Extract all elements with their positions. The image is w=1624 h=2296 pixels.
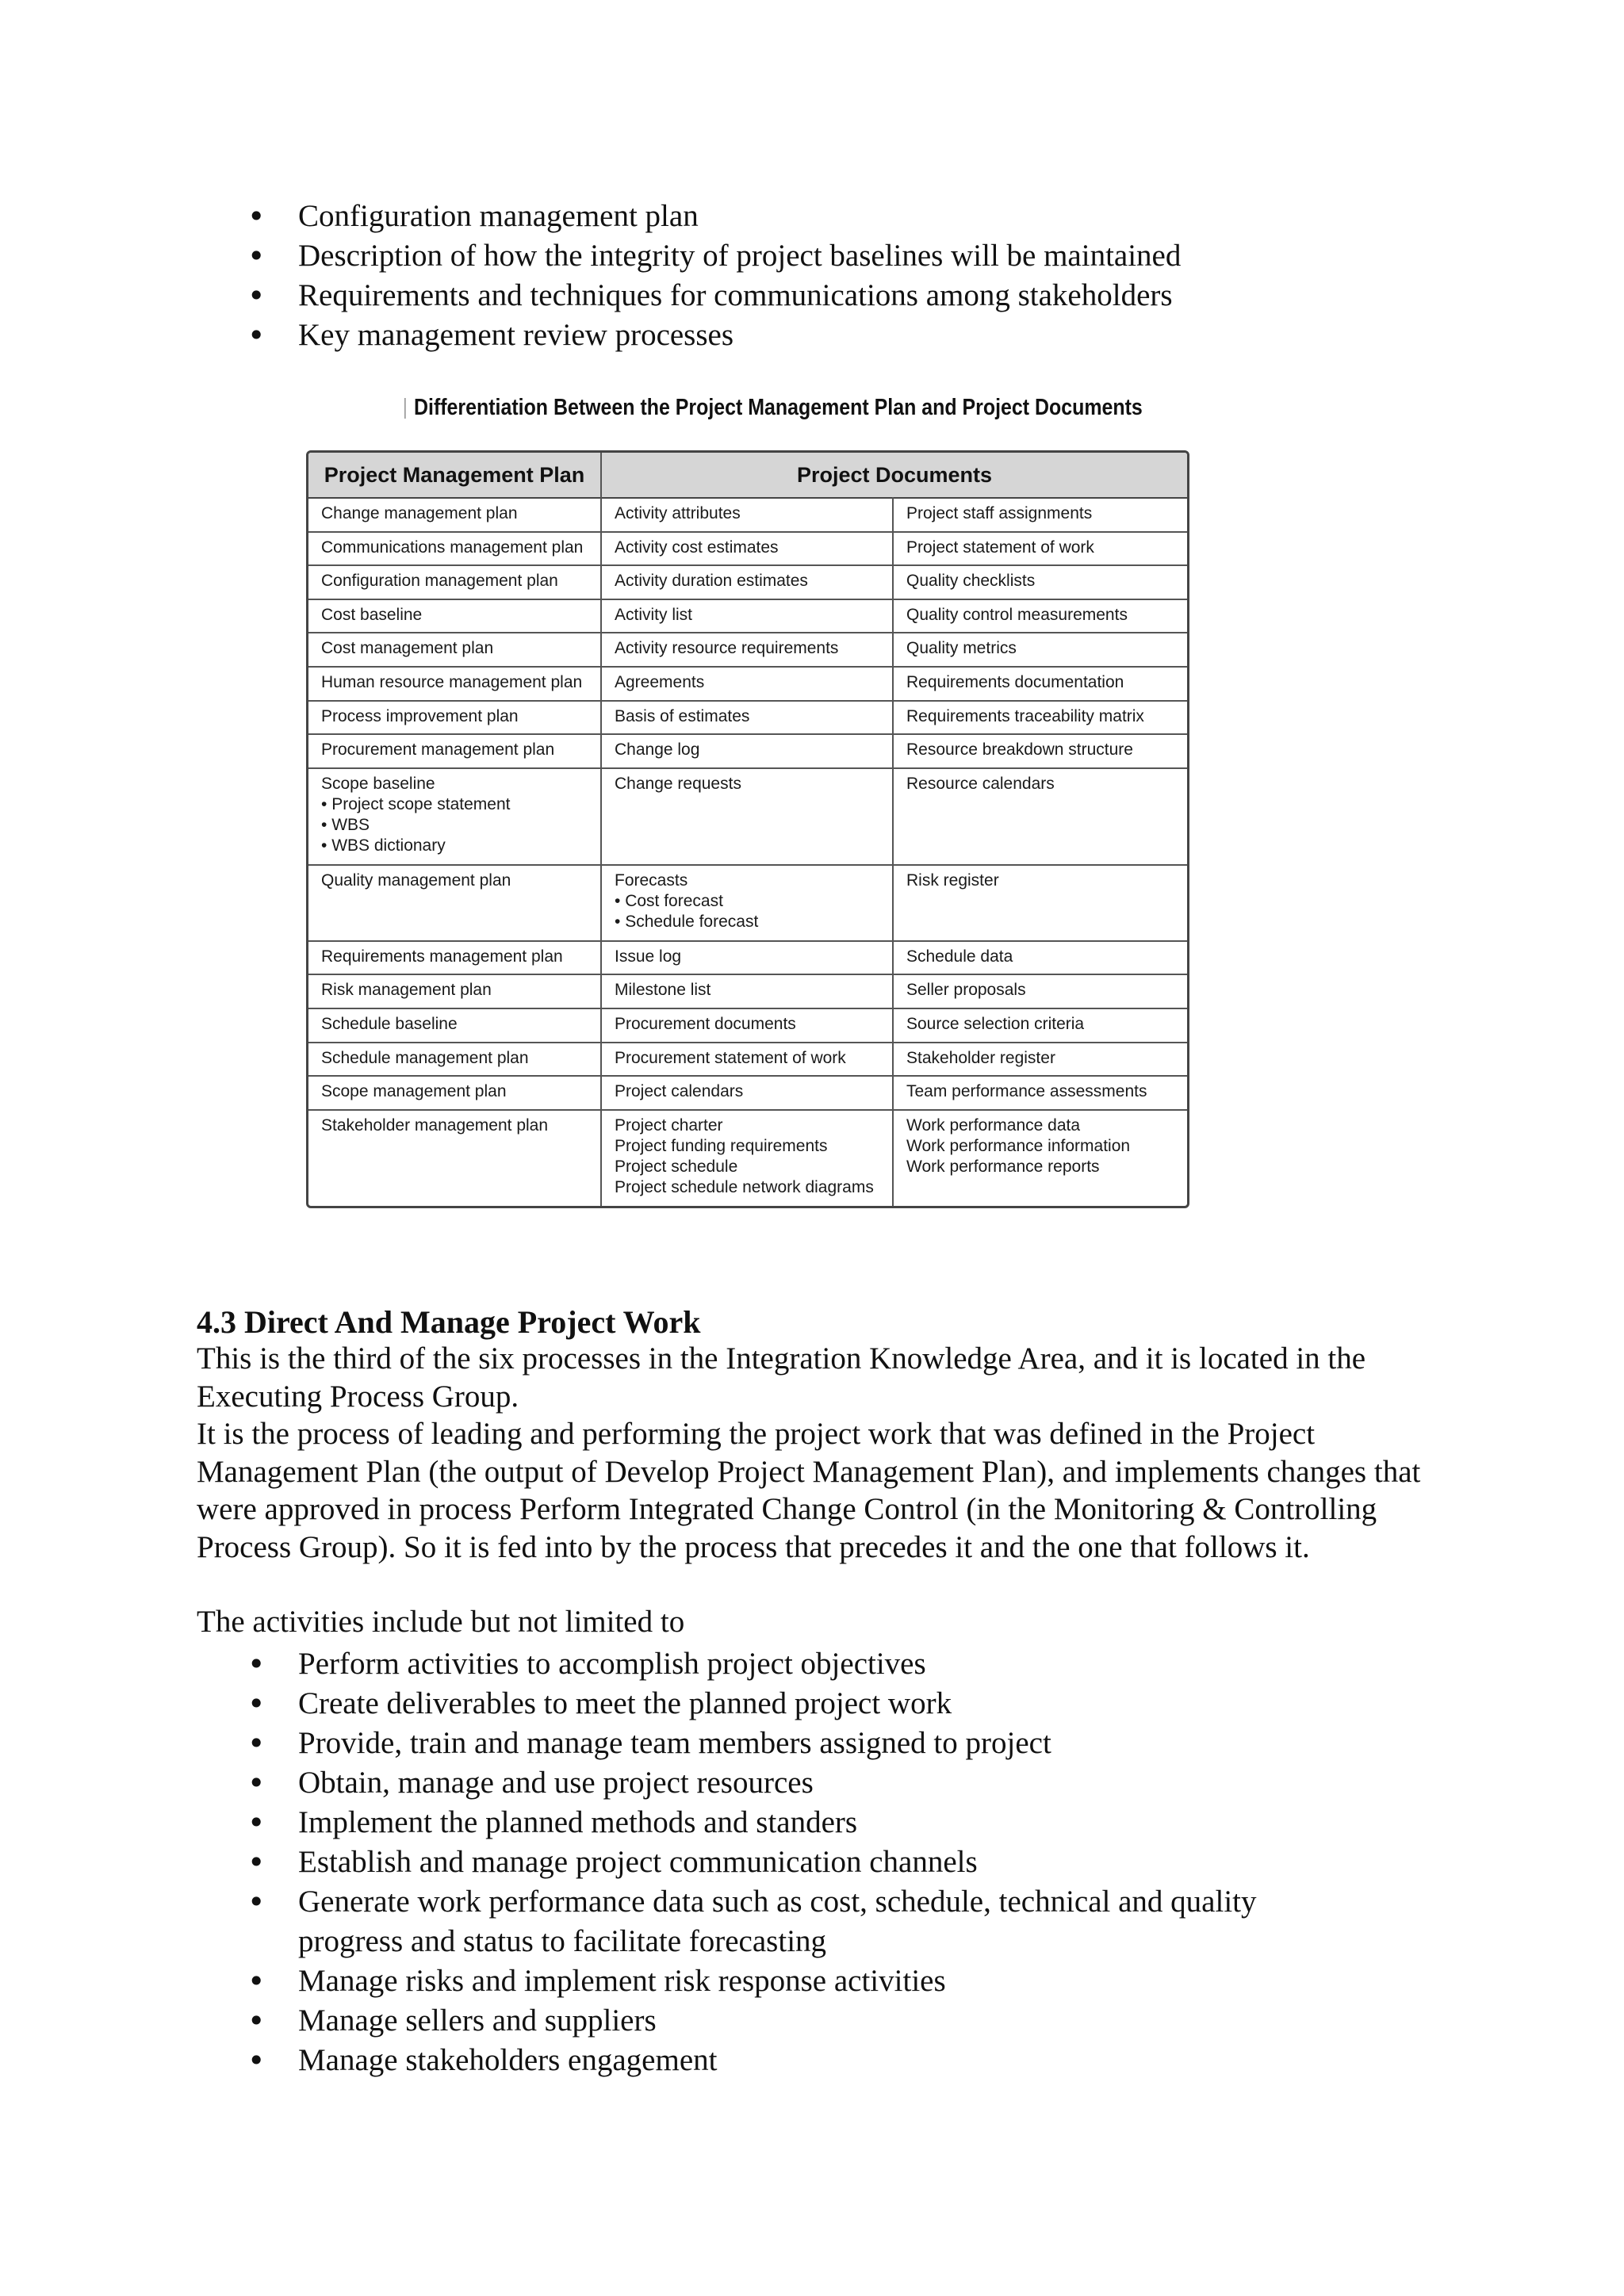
cell-line: Scope management plan <box>321 1082 507 1101</box>
table-cell <box>906 1081 1147 1102</box>
cell-line: Quality checklists <box>906 572 1036 591</box>
table-cell <box>321 538 583 558</box>
cell-line: Quality management plan <box>321 871 511 890</box>
table-cell <box>906 947 1013 967</box>
row-divider <box>308 940 1187 942</box>
cell-line: Agreements <box>615 673 705 691</box>
cell-line: Risk register <box>906 871 999 890</box>
table-cell <box>906 638 1017 659</box>
activity-item: • Implement the planned methods and standers <box>247 1803 1358 1843</box>
bullet-item: • Configuration management plan <box>247 197 1437 236</box>
cell-line: Activity cost estimates <box>615 538 779 557</box>
table-cell <box>321 1115 548 1136</box>
cell-line: Procurement statement of work <box>615 1048 846 1067</box>
cell-line: Milestone list <box>615 981 711 1000</box>
section-heading: 4.3 Direct And Manage Project Work <box>197 1304 701 1340</box>
table-cell <box>321 1014 458 1035</box>
cell-line: Activity resource requirements <box>615 639 839 658</box>
cell-line: • Cost forecast <box>615 891 758 912</box>
table-cell <box>906 740 1133 760</box>
cell-line: Work performance reports <box>906 1157 1100 1176</box>
table-cell <box>615 638 838 659</box>
bullet-item: • Key management review processes <box>247 316 1437 355</box>
cell-line: Change management plan <box>321 504 518 522</box>
table-cell <box>321 672 582 693</box>
table-cell <box>615 1115 874 1198</box>
activity-item: • Obtain, manage and use project resources <box>247 1763 1358 1803</box>
cell-line: Schedule data <box>906 947 1013 966</box>
cell-line: Stakeholder register <box>906 1048 1055 1067</box>
table-cell <box>321 774 510 856</box>
table-cell <box>321 1048 529 1069</box>
row-divider <box>308 733 1187 735</box>
cell-line: Work performance information <box>906 1136 1131 1155</box>
cell-line: Activity list <box>615 605 693 624</box>
cell-line: Basis of estimates <box>615 706 750 725</box>
table-cell <box>615 605 692 626</box>
cell-line: Human resource management plan <box>321 673 583 691</box>
row-divider <box>308 666 1187 668</box>
cell-line: Issue log <box>615 947 682 966</box>
table-cell <box>615 871 758 932</box>
table-cell <box>321 740 554 760</box>
cell-line: Seller proposals <box>906 981 1026 1000</box>
table-cell <box>615 571 808 591</box>
activity-item: • Manage stakeholders engagement <box>247 2041 1358 2080</box>
cell-line: Activity duration estimates <box>615 572 808 591</box>
table-header <box>308 453 1187 499</box>
paragraph-intro: This is the third of the six processes in the Integration Knowledge Area, and it is located in the Executing Process Group. <box>197 1341 1366 1414</box>
row-divider <box>308 1008 1187 1009</box>
table-cell <box>615 740 699 760</box>
activity-item: • Generate work performance data such as cost, schedule, technical and quality progress and status to facilitate forecasting <box>247 1882 1313 1961</box>
table-cell <box>906 538 1094 558</box>
cell-line: Procurement management plan <box>321 740 555 760</box>
cell-line: Schedule baseline <box>321 1015 458 1033</box>
row-divider <box>308 564 1187 566</box>
table-cell <box>321 605 422 626</box>
table-cell <box>906 672 1124 693</box>
table-cell <box>615 672 704 693</box>
activity-item: • Manage risks and implement risk response activities <box>247 1961 1358 2001</box>
table-cell <box>906 706 1144 727</box>
cell-line: Work performance data <box>906 1115 1081 1135</box>
table-cell <box>615 1081 743 1102</box>
cell-line: • Project scope statement <box>321 794 510 815</box>
cell-line: Activity attributes <box>615 504 741 522</box>
cell-line: Change requests <box>615 774 741 793</box>
table-cell <box>615 538 779 558</box>
cell-line: Stakeholder management plan <box>321 1115 549 1135</box>
cell-line: Risk management plan <box>321 981 492 1000</box>
cell-line: Scope baseline <box>321 774 435 793</box>
header-project-documents: Project Documents <box>796 463 993 487</box>
row-divider <box>308 1109 1187 1111</box>
table-cell <box>906 605 1128 626</box>
table-cell <box>321 706 519 727</box>
cell-line: Resource calendars <box>906 774 1055 793</box>
table-cell <box>906 1014 1084 1035</box>
table-cell <box>615 1014 796 1035</box>
table-cell <box>615 1048 846 1069</box>
table-cell <box>906 980 1026 1001</box>
table-cell <box>321 638 493 659</box>
paragraph-definition: It is the process of leading and performing the project work that was defined in the Project Management Plan (the output of Develop Project Management Plan), and implements changes that were approved in process Perform Integrated Change Control (in the Monitoring & Controlling Process Group). So it is fed into by the process that precedes it and the one that follows it. <box>197 1417 1421 1564</box>
cell-line: Forecasts <box>615 871 688 890</box>
cell-line: Requirements management plan <box>321 947 563 966</box>
row-divider <box>308 767 1187 769</box>
table-cell <box>906 503 1092 524</box>
activity-item: • Provide, train and manage team members assigned to project <box>247 1724 1358 1763</box>
row-divider <box>308 599 1187 600</box>
activities-list <box>247 1644 1358 2080</box>
row-divider <box>308 1075 1187 1077</box>
cell-line: Project schedule <box>615 1157 738 1176</box>
cell-line: Process improvement plan <box>321 706 519 725</box>
cell-line: Schedule management plan <box>321 1048 529 1067</box>
cell-line: Communications management plan <box>321 538 584 557</box>
cell-line: Project charter <box>615 1115 723 1135</box>
comparison-table <box>306 450 1189 1208</box>
cell-line: Quality control measurements <box>906 605 1128 624</box>
cell-line: Project statement of work <box>906 538 1094 557</box>
cell-line: Resource breakdown structure <box>906 740 1133 760</box>
activity-item: • Establish and manage project communication channels <box>247 1843 1358 1882</box>
activity-item: • Create deliverables to meet the planned project work <box>247 1684 1358 1724</box>
header-project-management-plan: Project Management Plan <box>324 463 585 487</box>
cell-line: Configuration management plan <box>321 572 558 591</box>
cell-line: Cost baseline <box>321 605 423 624</box>
paragraph-activities-lead: The activities include but not limited to <box>197 1605 685 1639</box>
cell-line: Quality metrics <box>906 639 1017 658</box>
table-cell <box>906 1048 1055 1069</box>
cell-line: Team performance assessments <box>906 1082 1147 1101</box>
table-cell <box>321 871 511 891</box>
table-cell <box>906 571 1035 591</box>
bullet-item: • Requirements and techniques for communications among stakeholders <box>247 276 1437 316</box>
figure-title: Differentiation Between the Project Management Plan and Project Documents <box>414 395 1143 420</box>
table-cell <box>321 571 558 591</box>
table-cell <box>321 980 492 1001</box>
top-bullet-list <box>247 197 1437 355</box>
cell-line: Project staff assignments <box>906 504 1093 522</box>
activity-item: • Perform activities to accomplish project objectives <box>247 1644 1358 1684</box>
table-cell <box>615 706 749 727</box>
cell-line: Requirements traceability matrix <box>906 706 1144 725</box>
table-cell <box>615 774 741 794</box>
table-cell <box>615 980 710 1001</box>
cell-line: Requirements documentation <box>906 673 1124 691</box>
cell-line: • WBS dictionary <box>321 836 510 856</box>
cell-line: Project funding requirements <box>615 1136 828 1155</box>
cell-line: Change log <box>615 740 700 760</box>
row-divider <box>308 700 1187 702</box>
table-cell <box>906 871 999 891</box>
table-cell <box>906 1115 1130 1177</box>
activity-item: • Manage sellers and suppliers <box>247 2001 1358 2041</box>
table-cell <box>615 947 681 967</box>
table-cell <box>615 503 741 524</box>
table-cell <box>321 947 563 967</box>
bullet-item: • Description of how the integrity of project baselines will be maintained <box>247 236 1437 276</box>
row-divider <box>308 864 1187 866</box>
column-divider <box>892 497 894 1206</box>
cell-line: Source selection criteria <box>906 1015 1085 1033</box>
table-cell <box>321 503 518 524</box>
row-divider <box>308 974 1187 975</box>
row-divider <box>308 632 1187 633</box>
cell-line: • Schedule forecast <box>615 912 758 932</box>
cell-line: Project calendars <box>615 1082 744 1101</box>
cell-line: Procurement documents <box>615 1015 796 1033</box>
cell-line: Cost management plan <box>321 639 494 658</box>
row-divider <box>308 531 1187 533</box>
cell-line: • WBS <box>321 815 510 836</box>
table-cell <box>906 774 1055 794</box>
cell-line: Project schedule network diagrams <box>615 1177 874 1196</box>
row-divider <box>308 1042 1187 1043</box>
table-cell <box>321 1081 507 1102</box>
